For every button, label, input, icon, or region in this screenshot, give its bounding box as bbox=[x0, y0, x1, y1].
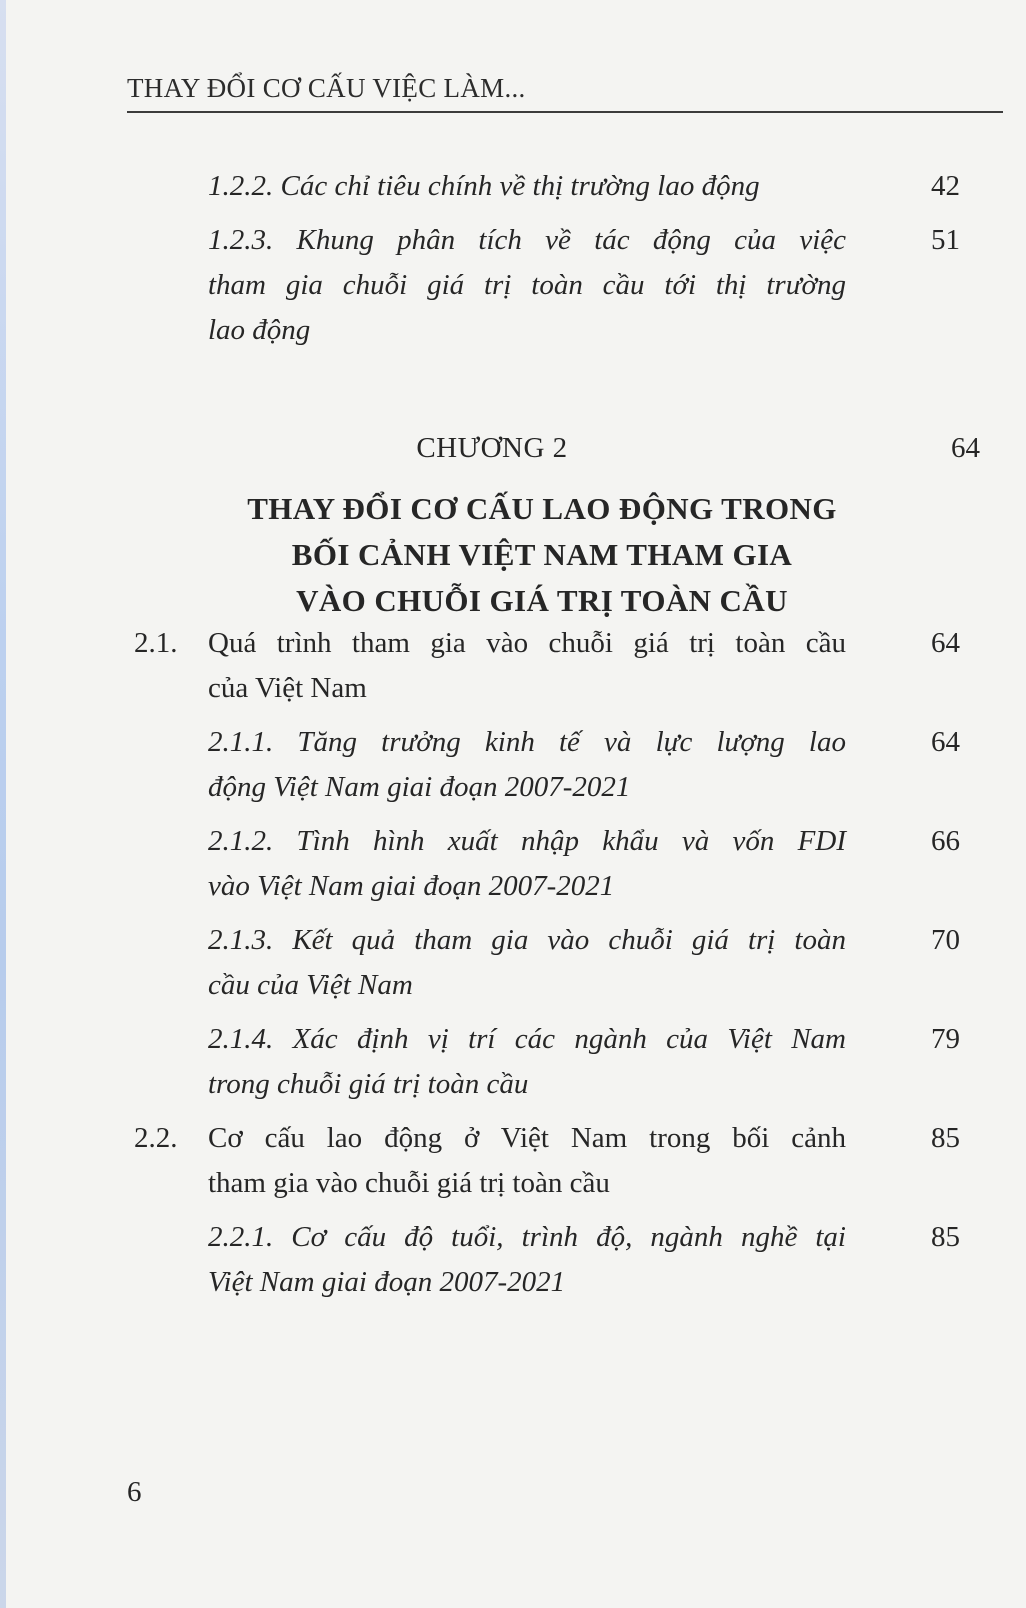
toc-page-number: 79 bbox=[931, 1023, 960, 1055]
toc-page-number: 66 bbox=[931, 825, 960, 857]
chapter-title-line: VÀO CHUỖI GIÁ TRỊ TOÀN CẦU bbox=[296, 583, 788, 618]
toc-entry-2-1-1 bbox=[208, 720, 960, 810]
toc-entry-text: 1.2.2. Các chỉ tiêu chính về thị trường lao động bbox=[208, 170, 760, 202]
toc-entry-1-2-3 bbox=[208, 218, 960, 353]
toc-entry-text: 2.1.2. Tình hình xuất nhập khẩu và vốn FDI vào Việt Nam giai đoạn 2007-2021 bbox=[208, 825, 846, 902]
toc-page-number: 51 bbox=[931, 224, 960, 256]
header-rule bbox=[127, 111, 1003, 113]
toc-entry-2-1-4 bbox=[208, 1017, 960, 1107]
toc-entry-2-2 bbox=[134, 1116, 960, 1206]
toc-entry-2-1 bbox=[134, 621, 960, 711]
toc-page-number: 64 bbox=[931, 627, 960, 659]
toc-entry-text: 2.1.4. Xác định vị trí các ngành của Việt Nam trong chuỗi giá trị toàn cầu bbox=[208, 1023, 846, 1100]
toc-entry-text: 2.1.3. Kết quả tham gia vào chuỗi giá trị toàn cầu của Việt Nam bbox=[208, 924, 846, 1001]
toc-entry-text: 2.1.1. Tăng trưởng kinh tế và lực lượng lao động Việt Nam giai đoạn 2007-2021 bbox=[208, 726, 846, 803]
toc-entry-2-1-3 bbox=[208, 918, 960, 1008]
toc-entry-text: 1.2.3. Khung phân tích về tác động của việc tham gia chuỗi giá trị toàn cầu tới thị trường lao động bbox=[208, 224, 846, 346]
toc-page-number: 70 bbox=[931, 924, 960, 956]
toc-entry-2-2-1 bbox=[208, 1215, 960, 1305]
book-page bbox=[6, 0, 1026, 1608]
toc-entry-text: Cơ cấu lao động ở Việt Nam trong bối cảnh tham gia vào chuỗi giá trị toàn cầu bbox=[208, 1122, 846, 1199]
toc-entry-text: Quá trình tham gia vào chuỗi giá trị toàn cầu của Việt Nam bbox=[208, 627, 846, 704]
chapter-label: CHƯƠNG 2 bbox=[416, 432, 568, 464]
toc-page-number: 85 bbox=[931, 1221, 960, 1253]
toc-page-number: 64 bbox=[931, 726, 960, 758]
toc-entry-2-1-2 bbox=[208, 819, 960, 909]
chapter-title bbox=[206, 486, 878, 624]
toc-entry-text: 2.2.1. Cơ cấu độ tuổi, trình độ, ngành nghề tại Việt Nam giai đoạn 2007-2021 bbox=[208, 1221, 846, 1298]
page-folio: 6 bbox=[127, 1476, 142, 1508]
chapter-title-line: BỐI CẢNH VIỆT NAM THAM GIA bbox=[291, 537, 793, 572]
toc-entry-1-2-2 bbox=[208, 164, 960, 209]
chapter-title-line: THAY ĐỔI CƠ CẤU LAO ĐỘNG TRONG bbox=[247, 491, 837, 526]
chapter-page-number: 64 bbox=[951, 432, 980, 464]
toc-section-number: 2.1. bbox=[134, 627, 178, 659]
toc-section-number: 2.2. bbox=[134, 1122, 178, 1154]
toc-page-number: 42 bbox=[931, 170, 960, 202]
toc-page-number: 85 bbox=[931, 1122, 960, 1154]
running-head: THAY ĐỔI CƠ CẤU VIỆC LÀM... bbox=[127, 73, 526, 103]
